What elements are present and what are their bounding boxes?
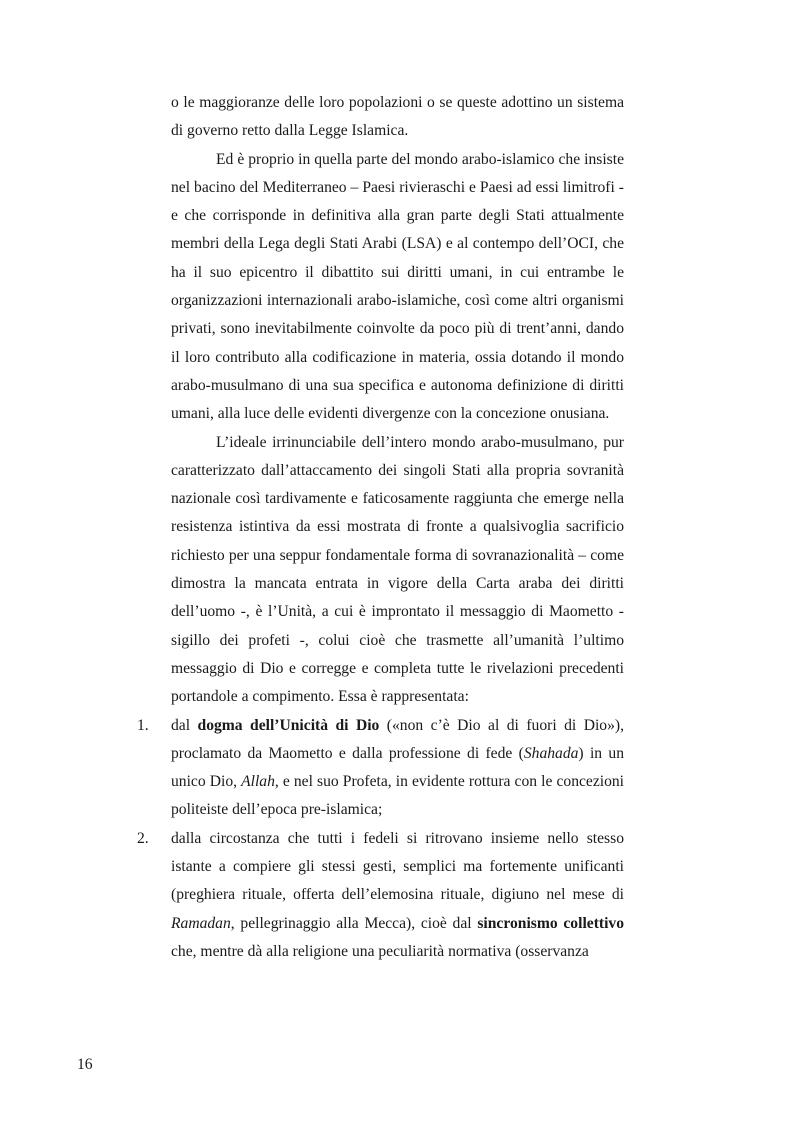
list-bold-term: dogma dell’Unicità di Dio bbox=[197, 716, 380, 734]
list-text: ) in un unico Dio, bbox=[171, 744, 624, 791]
list-number: 2. bbox=[137, 829, 149, 847]
list-item bbox=[137, 825, 625, 966]
list-item bbox=[137, 712, 625, 825]
list-number: 1. bbox=[137, 716, 149, 734]
body-text bbox=[137, 89, 625, 966]
list-italic-term: Shahada bbox=[523, 744, 579, 762]
list-text: che, mentre dà alla religione una peculiarità normativa (osservanza bbox=[171, 942, 589, 960]
list-italic-term: Allah bbox=[241, 773, 275, 791]
paragraph-mediterraneo: Ed è proprio in quella parte del mondo arabo-islamico che insiste nel bacino del Mediterraneo – Paesi rivieraschi e Paesi ad essi limitrofi - e che corrisponde in definitiva alla gran parte degli Stati attualmente membri della Lega degli Stati Arabi (LSA) e al contempo dell’OCI, che ha il suo epicentro il dibattito sui diritti umani, in cui entrambe le organizzazioni internazionali arabo-islamiche, così come altri organismi privati, sono inevitabilmente coinvolte da poco più di trent’anni, dando il loro contributo alla codificazione in materia, ossia dotando il mondo arabo-musulmano di una sua specifica e autonoma definizione di diritti umani, alla luce delle evidenti divergenze con la concezione onusiana. bbox=[171, 150, 624, 423]
list-bold-term: sincronismo collettivo bbox=[477, 914, 625, 932]
unity-list bbox=[137, 712, 625, 967]
paragraph-ideale-unita: L’ideale irrinunciabile dell’intero mondo arabo-musulmano, pur caratterizzato dall’attaccamento dei singoli Stati alla propria sovranità nazionale così tardivamente e faticosamente raggiunta che emerge nella resistenza istintiva da essi mostrata di fronte a qualsivoglia sacrificio richiesto per una seppur fondamentale forma di sovranazionalità – come dimostra la mancata entrata in vigore della Carta araba dei diritti dell’uomo -, è l’Unità, a cui è improntato il messaggio di Maometto - sigillo dei profeti -, colui cioè che trasmette all’umanità l’ultimo messaggio di Dio e corregge e completa tutte le rivelazioni precedenti portandole a compimento. Essa è rappresentata: bbox=[171, 433, 624, 706]
list-text: dalla circostanza che tutti i fedeli si ritrovano insieme nello stesso istante a compiere gli stessi gesti, semplici ma fortemente unificanti (preghiera rituale, offerta dell’elemosina rituale, digiuno nel mese di bbox=[171, 829, 624, 904]
page-number: 16 bbox=[77, 1056, 93, 1073]
list-text: dal bbox=[171, 716, 198, 734]
paragraph-continuation: o le maggioranze delle loro popolazioni o se queste adottino un sistema di governo retto dalla Legge Islamica. bbox=[171, 94, 624, 140]
list-italic-term: Ramadan bbox=[171, 914, 231, 932]
list-text: , pellegrinaggio alla Mecca), cioè dal bbox=[230, 914, 478, 932]
list-text: , e nel suo Profeta, in evidente rottura con le concezioni politeiste dell’epoca pre-islamica; bbox=[171, 773, 625, 819]
list-text: («non c’è Dio al di fuori di Dio»), proclamato da Maometto e dalla professione di fede ( bbox=[171, 716, 624, 762]
